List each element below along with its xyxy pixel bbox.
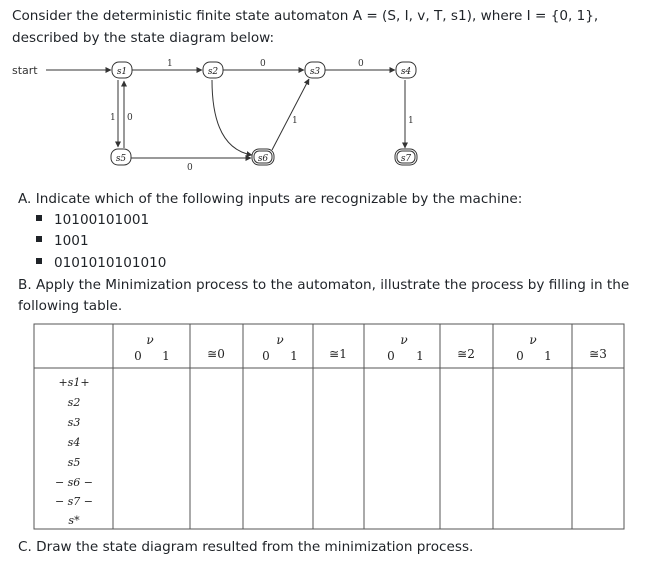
zero-header-1: 0 bbox=[134, 349, 142, 363]
equiv-header-0: ≅0 bbox=[207, 347, 225, 361]
zero-header-3: 0 bbox=[387, 349, 395, 363]
equiv-header-1: ≅1 bbox=[329, 347, 347, 361]
svg-text:s2: s2 bbox=[207, 67, 219, 77]
svg-text:s5: s5 bbox=[115, 154, 127, 164]
row-label: s2 bbox=[67, 396, 81, 409]
part-a-text: A. Indicate which of the following inputs are recognizable by the machine: bbox=[18, 191, 523, 207]
state-s4 bbox=[396, 62, 416, 78]
part-b-text: B. Apply the Minimization process to the automaton, illustrate the process by filling in the following table. bbox=[18, 277, 630, 314]
svg-text:s6: s6 bbox=[257, 154, 269, 164]
edge-label-s4-s7: 1 bbox=[408, 116, 414, 126]
bullet-icon bbox=[36, 236, 42, 242]
nu-header-1: ν bbox=[146, 333, 154, 347]
row-label: s3 bbox=[67, 416, 81, 429]
edge-label-s6-s3: 1 bbox=[292, 116, 298, 126]
row-label: s* bbox=[68, 514, 80, 527]
option-2: 1001 bbox=[36, 232, 89, 250]
row-label: s4 bbox=[67, 436, 81, 449]
edge-label-s1-s5: 0 bbox=[127, 113, 133, 123]
equiv-header-2: ≅2 bbox=[457, 347, 475, 361]
zero-header-4: 0 bbox=[516, 349, 524, 363]
row-label: +s1+ bbox=[58, 376, 90, 389]
state-s6 bbox=[252, 149, 274, 165]
svg-text:s1: s1 bbox=[116, 67, 128, 77]
one-header-4: 1 bbox=[544, 349, 552, 363]
nu-header-3: ν bbox=[400, 333, 408, 347]
edge-label-s5-s1: 1 bbox=[110, 113, 116, 123]
state-s1 bbox=[112, 62, 132, 78]
equiv-header-3: ≅3 bbox=[589, 347, 607, 361]
minimization-table bbox=[0, 318, 652, 538]
one-header-3: 1 bbox=[416, 349, 424, 363]
nu-header-2: ν bbox=[276, 333, 284, 347]
row-label: − s7 − bbox=[54, 495, 94, 508]
option-3: 0101010101010 bbox=[36, 254, 166, 272]
svg-text:s3: s3 bbox=[309, 67, 321, 77]
state-s7 bbox=[395, 149, 417, 165]
one-header-1: 1 bbox=[162, 349, 170, 363]
bullet-icon bbox=[36, 215, 42, 221]
edge-label-s2-s3: 0 bbox=[260, 59, 266, 69]
row-label: − s6 − bbox=[54, 476, 94, 489]
option-1: 10100101001 bbox=[36, 211, 149, 229]
one-header-2: 1 bbox=[290, 349, 298, 363]
edge-label-s5-s6: 0 bbox=[187, 163, 193, 173]
row-label: s5 bbox=[67, 456, 81, 469]
state-s2 bbox=[203, 62, 223, 78]
state-s3 bbox=[305, 62, 325, 78]
start-label: start bbox=[12, 64, 38, 77]
edge-label-s1-s2: 1 bbox=[167, 59, 173, 69]
question-intro: Consider the deterministic finite state automaton A = (S, I, v, T, s1), where I = {0, 1}, described by the state diagram below: bbox=[12, 8, 599, 46]
svg-text:s4: s4 bbox=[400, 67, 412, 77]
nu-header-4: ν bbox=[529, 333, 537, 347]
edge-label-s3-s4: 0 bbox=[358, 59, 364, 69]
part-c-text: C. Draw the state diagram resulted from the minimization process. bbox=[18, 539, 474, 555]
zero-header-2: 0 bbox=[262, 349, 270, 363]
svg-text:s7: s7 bbox=[400, 154, 412, 164]
state-s5 bbox=[111, 149, 131, 165]
bullet-icon bbox=[36, 258, 42, 264]
